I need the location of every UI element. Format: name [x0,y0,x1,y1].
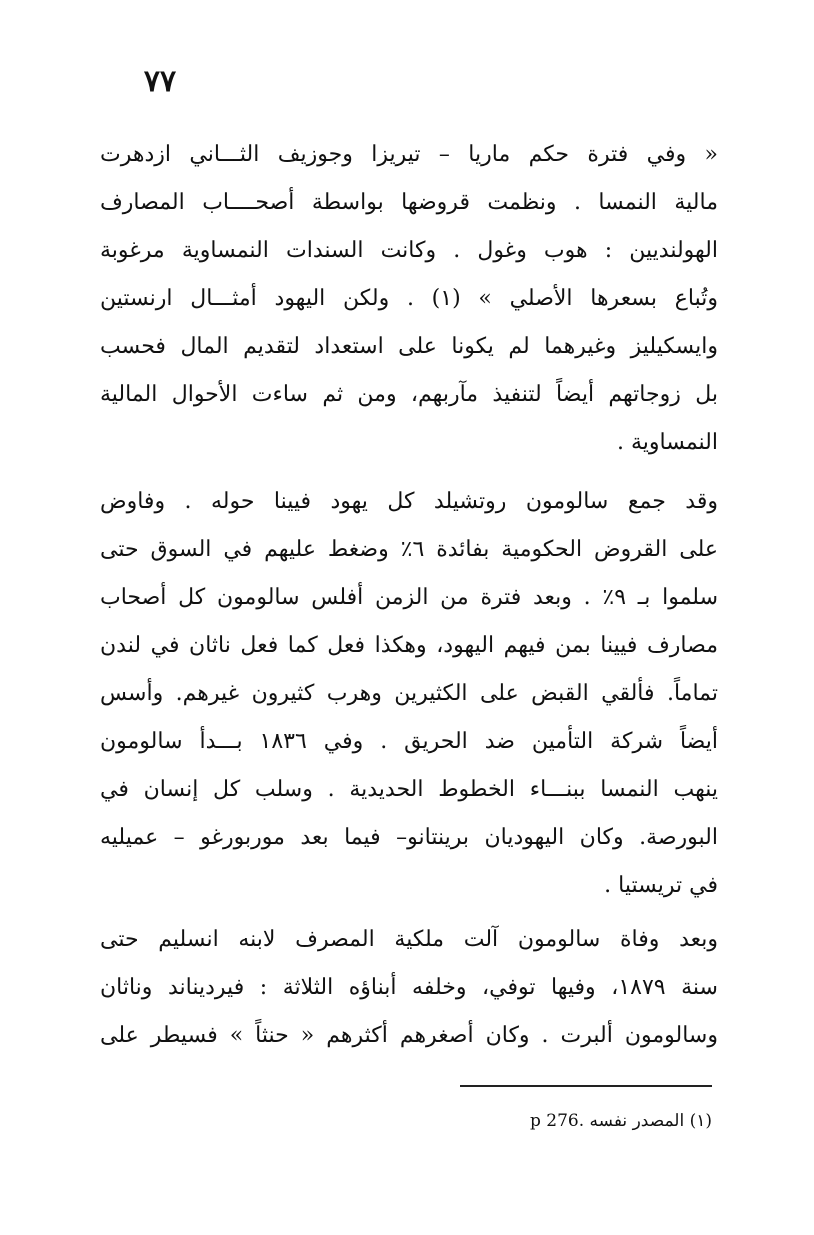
text-line: سلموا بـ ٩٪ . وبعد فترة من الزمن أفلس سالومون كل أصحاب [100,585,718,610]
paragraph-1 [100,131,718,467]
paragraph-3 [100,916,718,1060]
footnote-divider [460,1085,712,1087]
footnote: (١) المصدر نفسه .p 276 [530,1111,712,1131]
text-line: أيضاً شركة التأمين ضد الحريق . وفي ١٨٣٦ بـــدأ سالومون [100,729,718,754]
text-line: وقد جمع سالومون روتشيلد كل يهود فيينا حوله . وفاوض [100,489,718,514]
text-line: وايسكيليز وغيرهما لم يكونا على استعداد لتقديم المال فحسب [100,334,718,359]
text-line: البورصة. وكان اليهوديان برينتانو– فيما بعد موربورغو – عميليه [100,825,718,850]
text-line: النمساوية . [616,430,718,455]
paragraph-2 [100,478,718,910]
text-line: على القروض الحكومية بفائدة ٦٪ وضغط عليهم في السوق حتى [100,537,718,562]
text-line: في تريستيا . [604,873,718,898]
text-line: تماماً. فألقي القبض على الكثيرين وهرب كثيرون غيرهم. وأسس [100,681,718,706]
text-line: مصارف فيينا بمن فيهم اليهود، وهكذا فعل كما فعل ناثان في لندن [100,633,718,658]
text-line: وبعد وفاة سالومون آلت ملكية المصرف لابنه انسليم حتى [100,927,718,952]
text-line: ينهب النمسا ببنـــاء الخطوط الحديدية . وسلب كل إنسان في [100,777,718,802]
text-line: سنة ١٨٧٩، وفيها توفي، وخلفه أبناؤه الثلاثة : فيرديناند وناثان [100,975,718,1000]
text-line: وسالومون ألبرت . وكان أصغرهم أكثرهم « حنثاً » فسيطر على [100,1023,718,1048]
text-line: وتُباع بسعرها الأصلي » (١) . ولكن اليهود أمثـــال ارنستين [100,286,718,311]
text-line: « وفي فترة حكم ماريا – تيريزا وجوزيف الثـــاني ازدهرت [100,142,718,167]
page-number: ٧٧ [143,64,177,99]
text-line: بل زوجاتهم أيضاً لتنفيذ مآربهم، ومن ثم ساءت الأحوال المالية [100,382,718,407]
text-line: مالية النمسا . ونظمت قروضها بواسطة أصحــــاب المصارف [100,190,718,215]
text-line: الهولنديين : هوب وغول . وكانت السندات النمساوية مرغوبة [100,238,718,263]
